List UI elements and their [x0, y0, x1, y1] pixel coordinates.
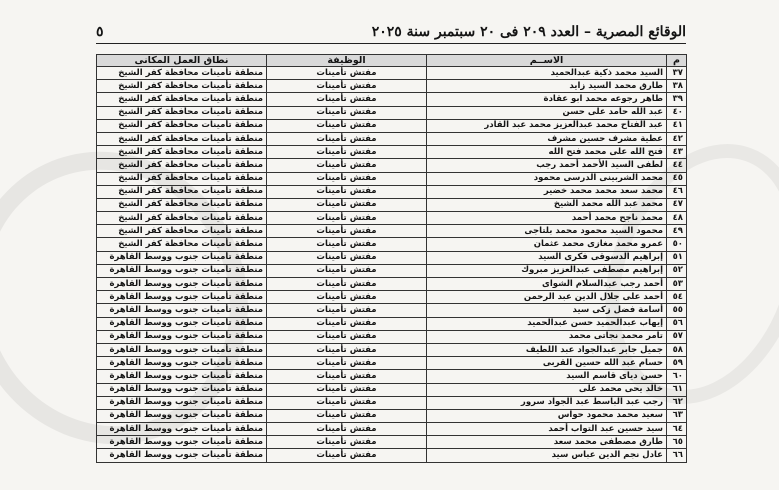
row-number: ٥٠	[667, 238, 687, 251]
employee-name: حسن دياى قاسم السيد	[427, 370, 667, 383]
job-title: مفتش تأمينات	[267, 132, 427, 145]
column-header-job: الوظيفة	[267, 55, 427, 67]
row-number: ٤١	[667, 119, 687, 132]
row-number: ٣٩	[667, 93, 687, 106]
table-row	[97, 370, 687, 383]
header-rule	[96, 43, 686, 44]
job-title: مفتش تأمينات	[267, 264, 427, 277]
employee-name: خالد يحى محمد على	[427, 383, 667, 396]
job-title: مفتش تأمينات	[267, 423, 427, 436]
employee-name: سيد حسين عبد التواب أحمد	[427, 423, 667, 436]
table-row	[97, 264, 687, 277]
table-row	[97, 278, 687, 291]
gazette-title: الوقائع المصرية – العدد ٢٠٩ فى ٢٠ سبتمبر سنة ٢٠٢٥	[371, 24, 686, 40]
row-number: ٦٦	[667, 449, 687, 462]
row-number: ٤٦	[667, 185, 687, 198]
row-number: ٤٢	[667, 132, 687, 145]
work-location: منطقة تأمينات جنوب ووسط القاهرة	[97, 449, 267, 462]
row-number: ٥٤	[667, 291, 687, 304]
work-location: منطقة تأمينات جنوب ووسط القاهرة	[97, 304, 267, 317]
job-title: مفتش تأمينات	[267, 212, 427, 225]
work-location: منطقة تأمينات جنوب ووسط القاهرة	[97, 383, 267, 396]
table-header-row	[97, 55, 687, 67]
row-number: ٦٢	[667, 396, 687, 409]
column-header-number: م	[667, 55, 687, 67]
employee-name: إبراهيم مصطفى عبدالعزيز مبروك	[427, 264, 667, 277]
row-number: ٤٧	[667, 198, 687, 211]
employee-name: محمد سعد محمد محمد خضير	[427, 185, 667, 198]
table-row	[97, 106, 687, 119]
employee-name: طاهر رجوعه محمد ابو عقادة	[427, 93, 667, 106]
table-row	[97, 172, 687, 185]
work-location: منطقة تأمينات جنوب ووسط القاهرة	[97, 396, 267, 409]
employee-name: عبد الله حامد على حسن	[427, 106, 667, 119]
employee-name: طارق محمد السيد زايد	[427, 80, 667, 93]
page-number: ٥	[96, 24, 104, 40]
table-row	[97, 185, 687, 198]
work-location: منطقة تأمينات محافظة كفر الشيخ	[97, 225, 267, 238]
employee-name: محمود السيد محمود محمد بلتاجى	[427, 225, 667, 238]
job-title: مفتش تأمينات	[267, 67, 427, 80]
employee-name: إبراهيم الدسوقى فكرى السيد	[427, 251, 667, 264]
row-number: ٥١	[667, 251, 687, 264]
work-location: منطقة تأمينات جنوب ووسط القاهرة	[97, 343, 267, 356]
job-title: مفتش تأمينات	[267, 93, 427, 106]
table-row	[97, 304, 687, 317]
job-title: مفتش تأمينات	[267, 172, 427, 185]
job-title: مفتش تأمينات	[267, 159, 427, 172]
row-number: ٤٩	[667, 225, 687, 238]
table-row	[97, 198, 687, 211]
work-location: منطقة تأمينات جنوب ووسط القاهرة	[97, 436, 267, 449]
work-location: منطقة تأمينات محافظة كفر الشيخ	[97, 238, 267, 251]
table-row	[97, 93, 687, 106]
employee-name: أسامة فضل زكى سيد	[427, 304, 667, 317]
column-header-name: الاســم	[427, 55, 667, 67]
row-number: ٦٣	[667, 409, 687, 422]
work-location: منطقة تأمينات جنوب ووسط القاهرة	[97, 264, 267, 277]
job-title: مفتش تأمينات	[267, 225, 427, 238]
table-row	[97, 146, 687, 159]
employee-name: طارق مصطفى محمد سعد	[427, 436, 667, 449]
row-number: ٣٨	[667, 80, 687, 93]
job-title: مفتش تأمينات	[267, 119, 427, 132]
table-row	[97, 119, 687, 132]
job-title: مفتش تأمينات	[267, 383, 427, 396]
table-row	[97, 383, 687, 396]
inspectors-table	[96, 54, 687, 463]
employee-name: محمد الشربينى الدرسى محمود	[427, 172, 667, 185]
row-number: ٦٥	[667, 436, 687, 449]
job-title: مفتش تأمينات	[267, 198, 427, 211]
employee-name: عبد الفتاح محمد عبدالعزيز محمد عبد القادر	[427, 119, 667, 132]
job-title: مفتش تأمينات	[267, 317, 427, 330]
job-title: مفتش تأمينات	[267, 106, 427, 119]
job-title: مفتش تأمينات	[267, 185, 427, 198]
row-number: ٥٦	[667, 317, 687, 330]
table-row	[97, 436, 687, 449]
row-number: ٤٥	[667, 172, 687, 185]
job-title: مفتش تأمينات	[267, 291, 427, 304]
job-title: مفتش تأمينات	[267, 304, 427, 317]
table-row	[97, 80, 687, 93]
employee-name: لطفى السيد الأحمد أحمد رجب	[427, 159, 667, 172]
table-row	[97, 132, 687, 145]
employee-name: عمرو محمد مغازى محمد عثمان	[427, 238, 667, 251]
work-location: منطقة تأمينات محافظة كفر الشيخ	[97, 67, 267, 80]
table-row	[97, 225, 687, 238]
work-location: منطقة تأمينات محافظة كفر الشيخ	[97, 93, 267, 106]
employee-name: حسام عبد الله حسين القربى	[427, 357, 667, 370]
table-row	[97, 159, 687, 172]
employee-name: فتح الله على محمد فتح الله	[427, 146, 667, 159]
table-row	[97, 343, 687, 356]
employee-name: أحمد رجب عبدالسلام الشواى	[427, 278, 667, 291]
work-location: منطقة تأمينات محافظة كفر الشيخ	[97, 212, 267, 225]
work-location: منطقة تأمينات محافظة كفر الشيخ	[97, 106, 267, 119]
table-row	[97, 291, 687, 304]
row-number: ٤٠	[667, 106, 687, 119]
row-number: ٥٥	[667, 304, 687, 317]
work-location: منطقة تأمينات جنوب ووسط القاهرة	[97, 251, 267, 264]
employee-name: سعيد محمد محمود حواس	[427, 409, 667, 422]
employee-name: عادل نجم الدين عباس سيد	[427, 449, 667, 462]
table-row	[97, 330, 687, 343]
employee-name: جميل جابر عبدالجواد عبد اللطيف	[427, 343, 667, 356]
row-number: ٦٤	[667, 423, 687, 436]
row-number: ٦١	[667, 383, 687, 396]
employee-name: إيهاب عبدالحميد حسن عبدالحميد	[427, 317, 667, 330]
job-title: مفتش تأمينات	[267, 449, 427, 462]
work-location: منطقة تأمينات محافظة كفر الشيخ	[97, 132, 267, 145]
row-number: ٥٧	[667, 330, 687, 343]
job-title: مفتش تأمينات	[267, 80, 427, 93]
job-title: مفتش تأمينات	[267, 146, 427, 159]
job-title: مفتش تأمينات	[267, 409, 427, 422]
employee-name: أحمد على جلال الدين عبد الرحمن	[427, 291, 667, 304]
job-title: مفتش تأمينات	[267, 343, 427, 356]
row-number: ٤٨	[667, 212, 687, 225]
row-number: ٥٣	[667, 278, 687, 291]
work-location: منطقة تأمينات جنوب ووسط القاهرة	[97, 357, 267, 370]
job-title: مفتش تأمينات	[267, 396, 427, 409]
work-location: منطقة تأمينات محافظة كفر الشيخ	[97, 159, 267, 172]
work-location: منطقة تأمينات جنوب ووسط القاهرة	[97, 278, 267, 291]
employee-name: عطية مشرف حسين مشرف	[427, 132, 667, 145]
job-title: مفتش تأمينات	[267, 238, 427, 251]
employee-name: السيد محمد ذكية عبدالحميد	[427, 67, 667, 80]
row-number: ٤٣	[667, 146, 687, 159]
row-number: ٤٤	[667, 159, 687, 172]
work-location: منطقة تأمينات محافظة كفر الشيخ	[97, 146, 267, 159]
work-location: منطقة تأمينات محافظة كفر الشيخ	[97, 119, 267, 132]
table-row	[97, 212, 687, 225]
employee-name: تامر محمد نجاتى محمد	[427, 330, 667, 343]
job-title: مفتش تأمينات	[267, 357, 427, 370]
table-row	[97, 409, 687, 422]
table-row	[97, 449, 687, 462]
table-row	[97, 396, 687, 409]
work-location: منطقة تأمينات جنوب ووسط القاهرة	[97, 291, 267, 304]
page-header	[96, 22, 686, 42]
work-location: منطقة تأمينات جنوب ووسط القاهرة	[97, 330, 267, 343]
work-location: منطقة تأمينات محافظة كفر الشيخ	[97, 198, 267, 211]
row-number: ٥٩	[667, 357, 687, 370]
row-number: ٣٧	[667, 67, 687, 80]
row-number: ٥٨	[667, 343, 687, 356]
column-header-location: نطاق العمل المكانى	[97, 55, 267, 67]
work-location: منطقة تأمينات محافظة كفر الشيخ	[97, 185, 267, 198]
job-title: مفتش تأمينات	[267, 436, 427, 449]
work-location: منطقة تأمينات جنوب ووسط القاهرة	[97, 409, 267, 422]
work-location: منطقة تأمينات جنوب ووسط القاهرة	[97, 370, 267, 383]
table-row	[97, 317, 687, 330]
job-title: مفتش تأمينات	[267, 370, 427, 383]
employee-name: رجب عبد الباسط عبد الجواد سرور	[427, 396, 667, 409]
work-location: منطقة تأمينات جنوب ووسط القاهرة	[97, 423, 267, 436]
table-row	[97, 251, 687, 264]
employee-name: محمد ناجح محمد أحمد	[427, 212, 667, 225]
work-location: منطقة تأمينات محافظة كفر الشيخ	[97, 172, 267, 185]
table-row	[97, 238, 687, 251]
job-title: مفتش تأمينات	[267, 330, 427, 343]
table-row	[97, 423, 687, 436]
job-title: مفتش تأمينات	[267, 251, 427, 264]
row-number: ٥٢	[667, 264, 687, 277]
employee-name: محمد عبد الله محمد الشيخ	[427, 198, 667, 211]
table-body	[97, 67, 687, 463]
table-row	[97, 67, 687, 80]
table-row	[97, 357, 687, 370]
row-number: ٦٠	[667, 370, 687, 383]
work-location: منطقة تأمينات جنوب ووسط القاهرة	[97, 317, 267, 330]
work-location: منطقة تأمينات محافظة كفر الشيخ	[97, 80, 267, 93]
job-title: مفتش تأمينات	[267, 278, 427, 291]
